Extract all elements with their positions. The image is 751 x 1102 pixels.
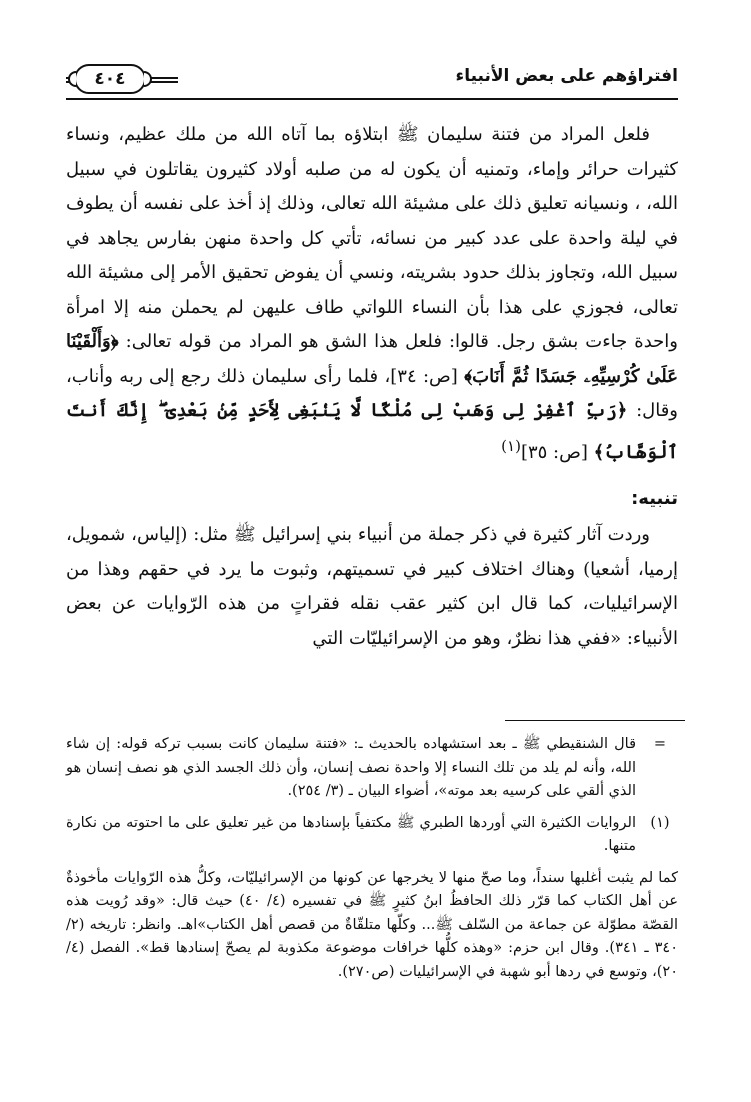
footnote-rule bbox=[505, 720, 685, 721]
page-number-ornament bbox=[66, 64, 178, 96]
section-heading: تنبيه: bbox=[631, 488, 678, 509]
para1-text-b: [ص: ٣٤]، فلما رأى سليمان ذلك رجع إلى ربه وأناب، وقال: bbox=[66, 365, 678, 421]
footnote-text: الروايات الكثيرة التي أوردها الطبري ﷺ مكتفياً بإسنادها من غير تعليق على ما احتوته من نكارة متنها. bbox=[66, 814, 636, 854]
para1-text-c: [ص: ٣٥] bbox=[520, 441, 588, 463]
footnote-1 bbox=[66, 812, 678, 859]
paragraph-solomon bbox=[66, 118, 678, 470]
para1-text-a: فلعل المراد من فتنة سليمان ﷺ ابتلاؤه بما آتاه الله من ملك عظيم، ونساء كثيرات حرائر وإماء، وتمنيه أن يكون له من صلبه أولاد كثيرون يقاتلون في سبيل الله، ، ونسيانه تعليق ذلك على مشيئة الله تعالى، وذلك إذ أخذ على نفسه أن يطوف في ليلة واحدة على عدد كبير من نسائه، تأتي كل واحدة منهن بفارس يجاهد في سبيل الله، وتجاوز بذلك حدود بشريته، ونسي أن يفوض تحقيق الأمر إلى مشيئة الله تعالى، فجوزي على هذا بأن النساء اللواتي طاف عليهن لم يحملن منه إلا امرأة واحدة جاءت بشق رجل. قالوا: فلعل هذا الشق هو المراد من قوله تعالى: bbox=[66, 124, 678, 352]
footnote-marker: = bbox=[653, 736, 667, 752]
header-rule bbox=[66, 98, 678, 100]
footnote-continued bbox=[66, 733, 678, 804]
quran-verse-1: ﴿وَأَلْقَيْنَا عَلَىٰ كُرْسِيِّهِۦ جَسَدًا ثُمَّ أَنَابَ﴾ bbox=[66, 331, 678, 387]
paragraph-note bbox=[66, 518, 678, 656]
footnote-marker: (١) bbox=[650, 814, 670, 831]
quran-verse-2: ﴿رَبِّ ٱغْفِرْ لِى وَهَبْ لِى مُلْكًا لَّا يَنۢبَغِى لِأَحَدٍ مِّنۢ بَعْدِىٓ ۖ إِنَّكَ أَنتَ ٱلْوَهَّابُ﴾ bbox=[66, 400, 678, 463]
main-text bbox=[66, 118, 678, 656]
para2-text: وردت آثار كثيرة في ذكر جملة من أنبياء بني إسرائيل ﷺ مثل: (إلياس، شمويل، إرميا، أشعيا) وهناك اختلاف كبير في تسميتهم، وثبوت ما يرد في حقهم وهذا من الإسرائيليات، كما قال ابن كثير عقب نقله فقراتٍ من هذه الرّوايات عن بعض الأنبياء: «ففي هذا نظرٌ، وهو من الإسرائيليّات التي bbox=[66, 524, 678, 649]
footnote-1-continuation: كما لم يثبت أغلبها سنداً، وما صحّ منها لا يخرجها عن كونها من الإسرائيليّات، وكلُّ هذه الرّوايات مأخوذةٌ عن أهل الكتاب كما قرّر ذلك الحافظُ ابنُ كثيرٍ ﷺ في تفسيره (٤/ ٤٠) حيث قال: «وقد رُويت هذه القصّة مطوّلة عن جماعة من السّلف ﷺ... وكلّها متلقّاةٌ من قصص أهل الكتاب»اهـ. وانظر: تاريخه (٢/ ٣٤٠ ـ ٣٤١). وقال ابن حزم: «وهذه كلُّها خرافات موضوعة مكذوبة لم يصحّ إسنادها قط». الفصل (٤/ ٢٠)، وتوسع في ردها أبو شهبة في الإسرائيليات (ص٢٧٠). bbox=[66, 869, 678, 980]
footnotes bbox=[66, 733, 678, 984]
page-number: ٤٠٤ bbox=[74, 64, 146, 94]
footnote-text: قال الشنقيطي ﷺ ـ بعد استشهاده بالحديث ـ: «فتنة سليمان كانت بسبب تركه قوله: إن شاء الله، وأنه لم يلد من تلك النساء إلا واحدة نصف إنسان، وأن ذلك الجسد الذي هو نصف إنسان هو الذي ألقي على كرسيه بعد موته»، أضواء البيان ـ (٣/ ٢٥٤). bbox=[66, 736, 636, 799]
page-header bbox=[66, 60, 678, 100]
running-title: افتراؤهم على بعض الأنبياء bbox=[455, 66, 678, 86]
footnote-ref-1: (١) bbox=[501, 436, 521, 455]
